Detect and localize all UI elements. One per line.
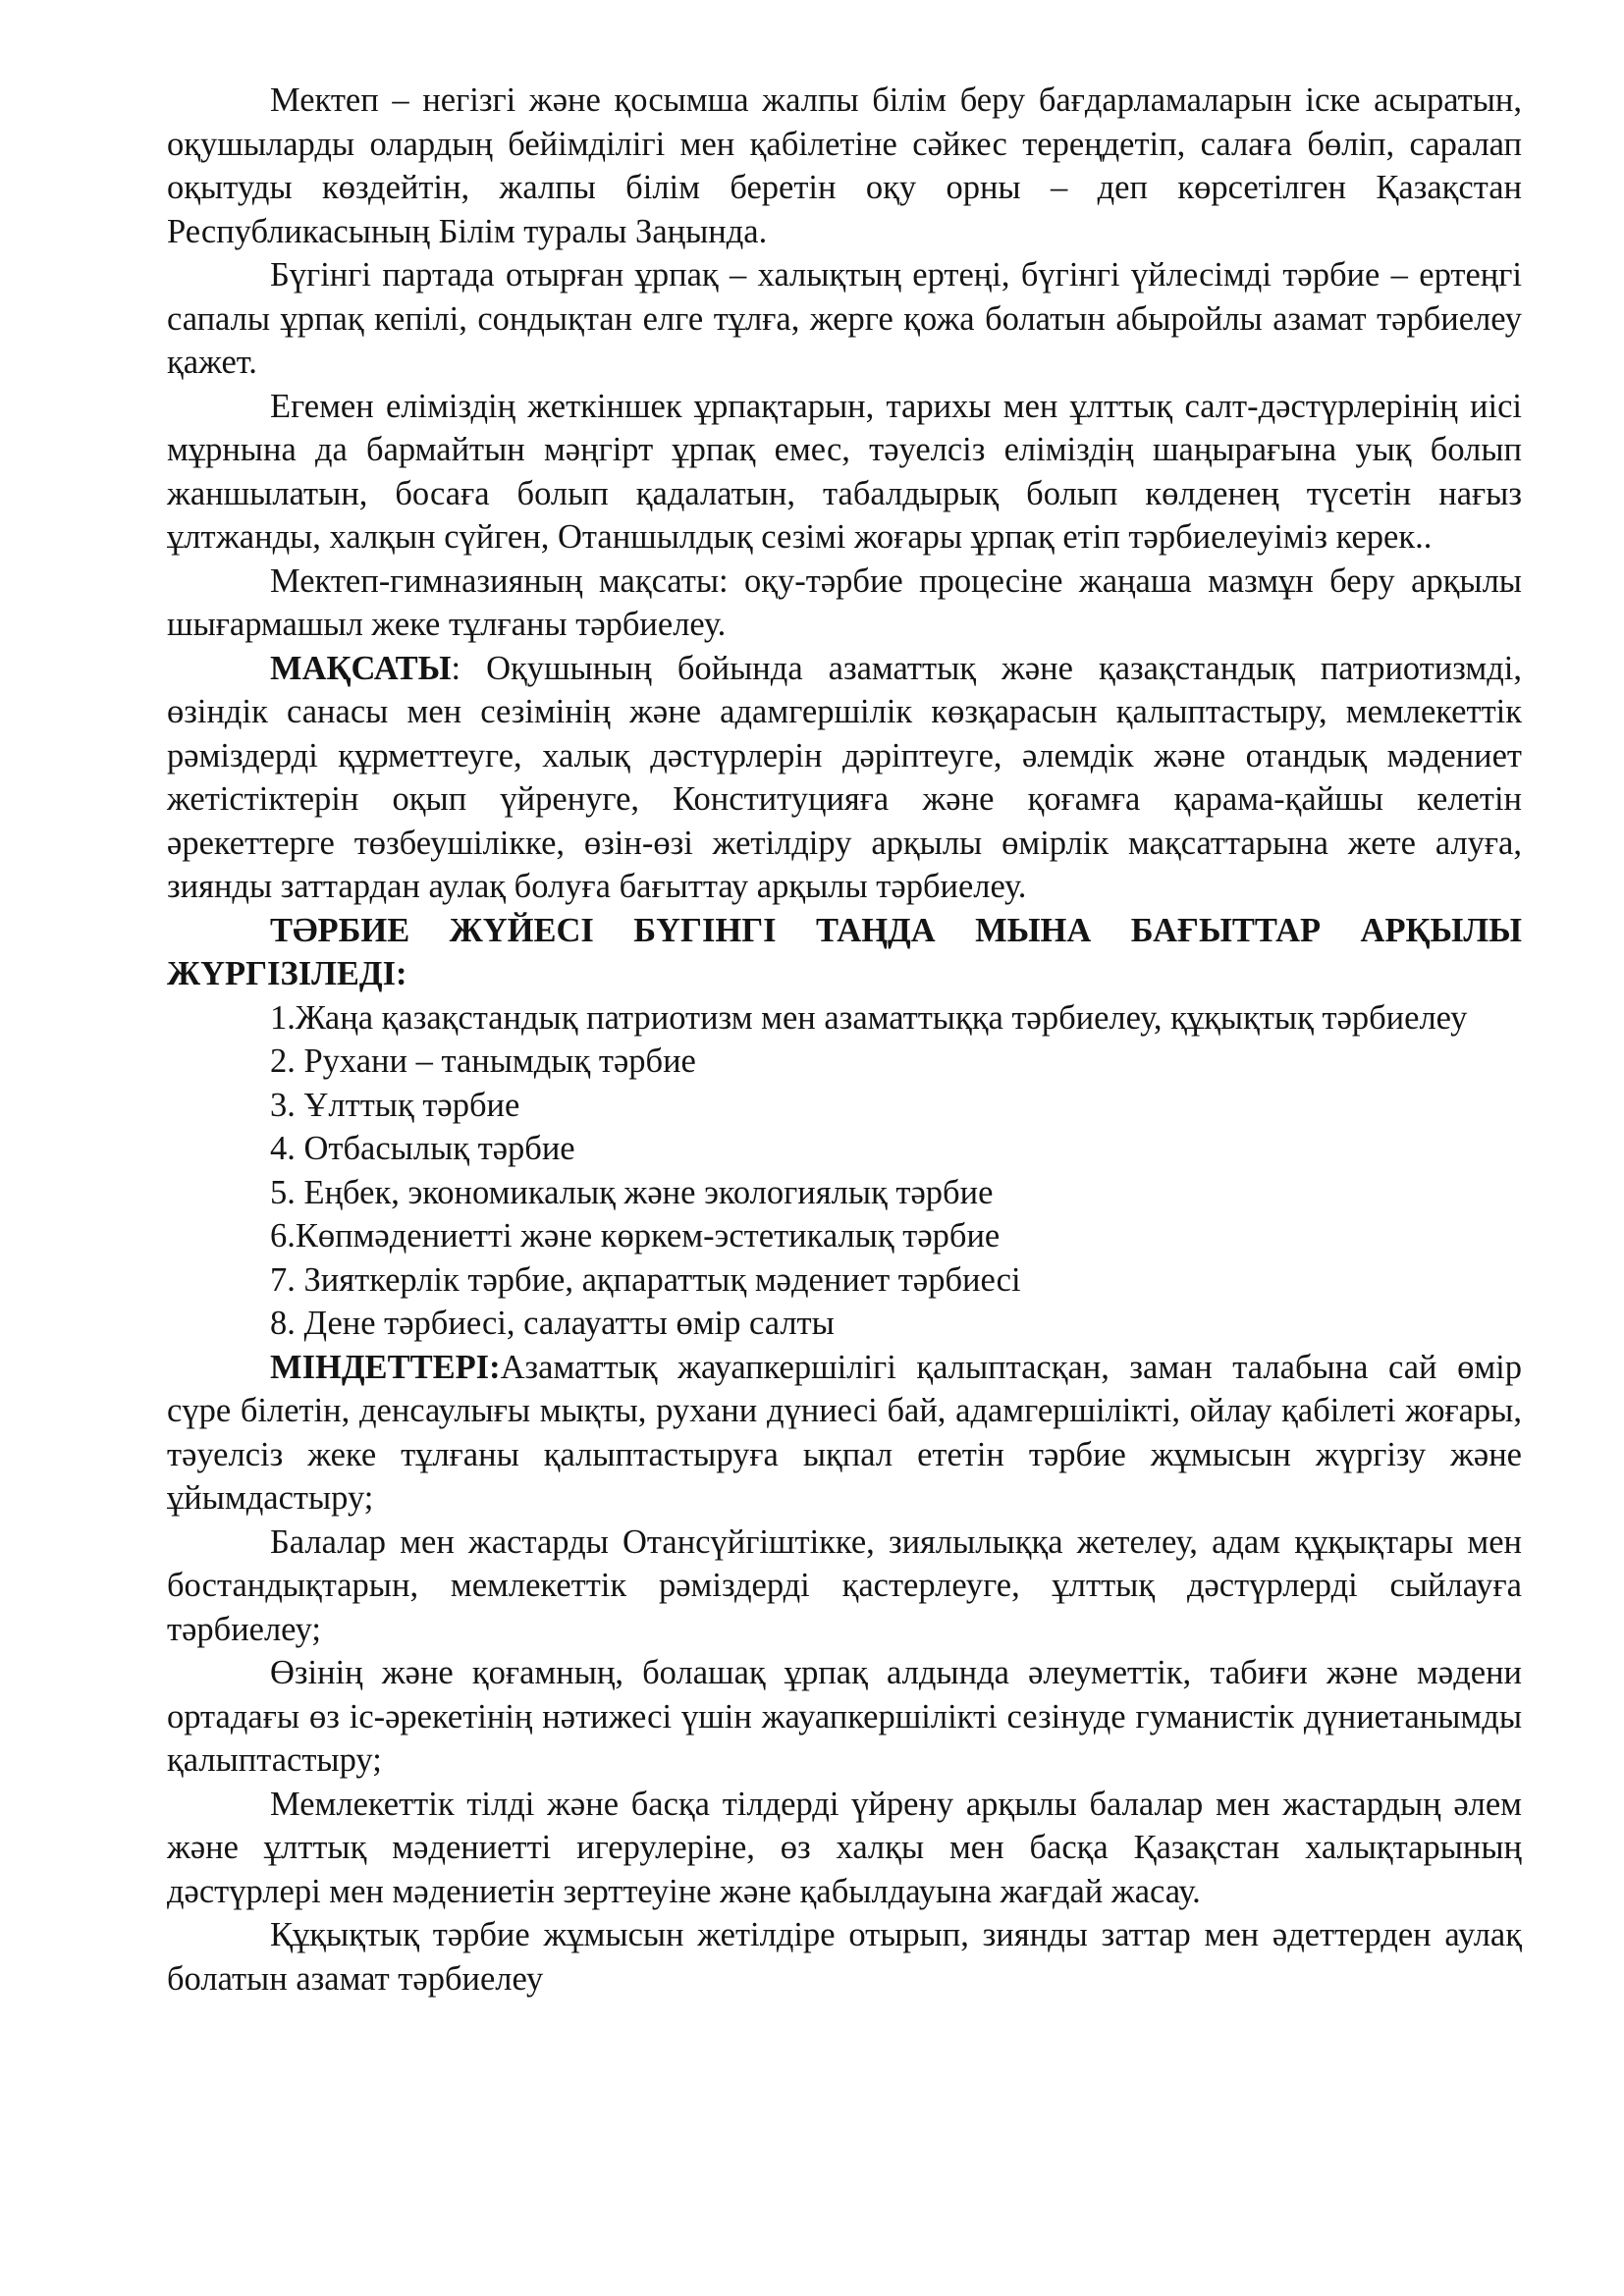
goals-text: : Оқушының бойында азаматтық және қазақстандық патриотизмді, өзіндік санасы мен сезімінің және адамгершілік көзқарасын қалыптастыру, мемлекеттік рәміздерді құрметтеуге, халық дәстүрлерін дәріптеуге, әлемдік және отандық мәдениет жетістіктерін оқып үйренуге, Конституцияға және қоғамға қарама-қайшы келетін әрекеттерге төзбеушілікке, өзін-өзі жетілдіру арқылы өмірлік мақсаттарына жете алуға, зиянды заттардан аулақ болуға бағыттау арқылы тәрбиелеу.	[167, 649, 1522, 905]
paragraph-task-legal: Құқықтық тәрбие жұмысын жетілдіре отырып, зиянды заттар мен әдеттерден аулақ болатын азамат тәрбиелеу	[167, 1916, 1522, 1998]
direction-item: 5. Еңбек, экономикалық және экологиялық тәрбие	[270, 1173, 994, 1211]
tasks-text: Азаматтық жауапкершілігі қалыптасқан, заман талабына сай өмір сүре білетін, денсаулығы мықты, рухани дүниесі бай, адамгершілікті, ойлау қабілеті жоғары, тәуелсіз жеке тұлғаны қалыптастыруға ықпал ететін тәрбие жұмысын жүргізу және ұйымдастыру;	[167, 1348, 1522, 1517]
document-page	[167, 79, 1522, 2001]
direction-item: 3. Ұлттық тәрбие	[270, 1086, 520, 1124]
direction-item: 1.Жаңа қазақстандық патриотизм мен азаматтыққа тәрбиелеу, құқықтық тәрбиелеу	[270, 998, 1468, 1037]
goals-label: МАҚСАТЫ	[270, 649, 452, 687]
direction-item: 8. Дене тәрбиесі, салауатты өмір салты	[270, 1305, 835, 1342]
direction-item: 2. Рухани – танымдық тәрбие	[270, 1042, 696, 1080]
paragraph-task-patriotism: Балалар мен жастарды Отансүйгіштікке, зиялылыққа жетелеу, адам құқықтары мен бостандықтарын, мемлекеттік рәміздерді қастерлеуге, ұлттық дәстүрлерді сыйлауға тәрбиелеу;	[167, 1522, 1522, 1648]
direction-item: 4. Отбасылық тәрбие	[270, 1130, 575, 1167]
paragraph-gymnasium-aim: Мектеп-гимназияның мақсаты: оқу-тәрбие процесіне жаңаша мазмұн беру арқылы шығармашыл жеке тұлғаны тәрбиелеу.	[167, 561, 1522, 643]
paragraph-patriotism: Егемен еліміздің жеткіншек ұрпақтарын, тарихы мен ұлттық салт-дәстүрлерінің иісі мұрнына да бармайтын мәңгірт ұрпақ емес, тәуелсіз еліміздің шаңырағына уық болып жаншылатын, босаға болып қадалатын, табалдырық болып көлденең түсетін нағыз ұлтжанды, халқын сүйген, Отаншылдық сезімі жоғары ұрпақ етіп тәрбиелеуіміз керек..	[167, 387, 1522, 556]
paragraph-school-definition: Мектеп – негізгі және қосымша жалпы білім беру бағдарламаларын іске асыратын, оқушыларды олардың бейімділігі мен қабілетіне сәйкес тереңдетіп, салаға бөліп, саралап оқытуды көздейтін, жалпы білім беретін оқу орны – деп көрсетілген Қазақстан Республикасының Білім туралы Заңында.	[167, 81, 1522, 250]
paragraph-generation: Бүгінгі партада отырған ұрпақ – халықтың ертеңі, бүгінгі үйлесімді тәрбие – ертеңгі сапалы ұрпақ кепілі, сондықтан елге тұлға, жерге қожа болатын абыройлы азамат тәрбиелеу қажет.	[167, 256, 1522, 381]
paragraph-task-languages: Мемлекеттік тілді және басқа тілдерді үйрену арқылы балалар мен жастардың әлем және ұлттық мәдениетті игерулеріне, өз халқы мен басқа Қазақстан халықтарының дәстүрлері мен мәдениетін зерттеуіне және қабылдауына жағдай жасау.	[167, 1785, 1522, 1910]
paragraph-task-responsibility: Өзінің және қоғамның, болашақ ұрпақ алдында әлеуметтік, табиғи және мәдени ортадағы өз іс-әрекетінің нәтижесі үшін жауапкершілікті сезінуде гуманистік дүниетанымды қалыптастыру;	[167, 1654, 1522, 1779]
directions-heading: ТӘРБИЕ ЖҮЙЕСІ БҮГІНГІ ТАҢДА МЫНА БАҒЫТТАР АРҚЫЛЫ ЖҮРГІЗІЛЕДІ:	[167, 911, 1522, 992]
paragraph-tasks	[167, 1346, 1522, 1521]
direction-item: 7. Зияткерлік тәрбие, ақпараттық мәдениет тәрбиесі	[270, 1260, 1021, 1299]
paragraph-goals	[167, 647, 1522, 909]
tasks-label: МІНДЕТТЕРІ:	[270, 1348, 501, 1386]
direction-item: 6.Көпмәдениетті және көркем-эстетикалық тәрбие	[270, 1217, 1001, 1255]
